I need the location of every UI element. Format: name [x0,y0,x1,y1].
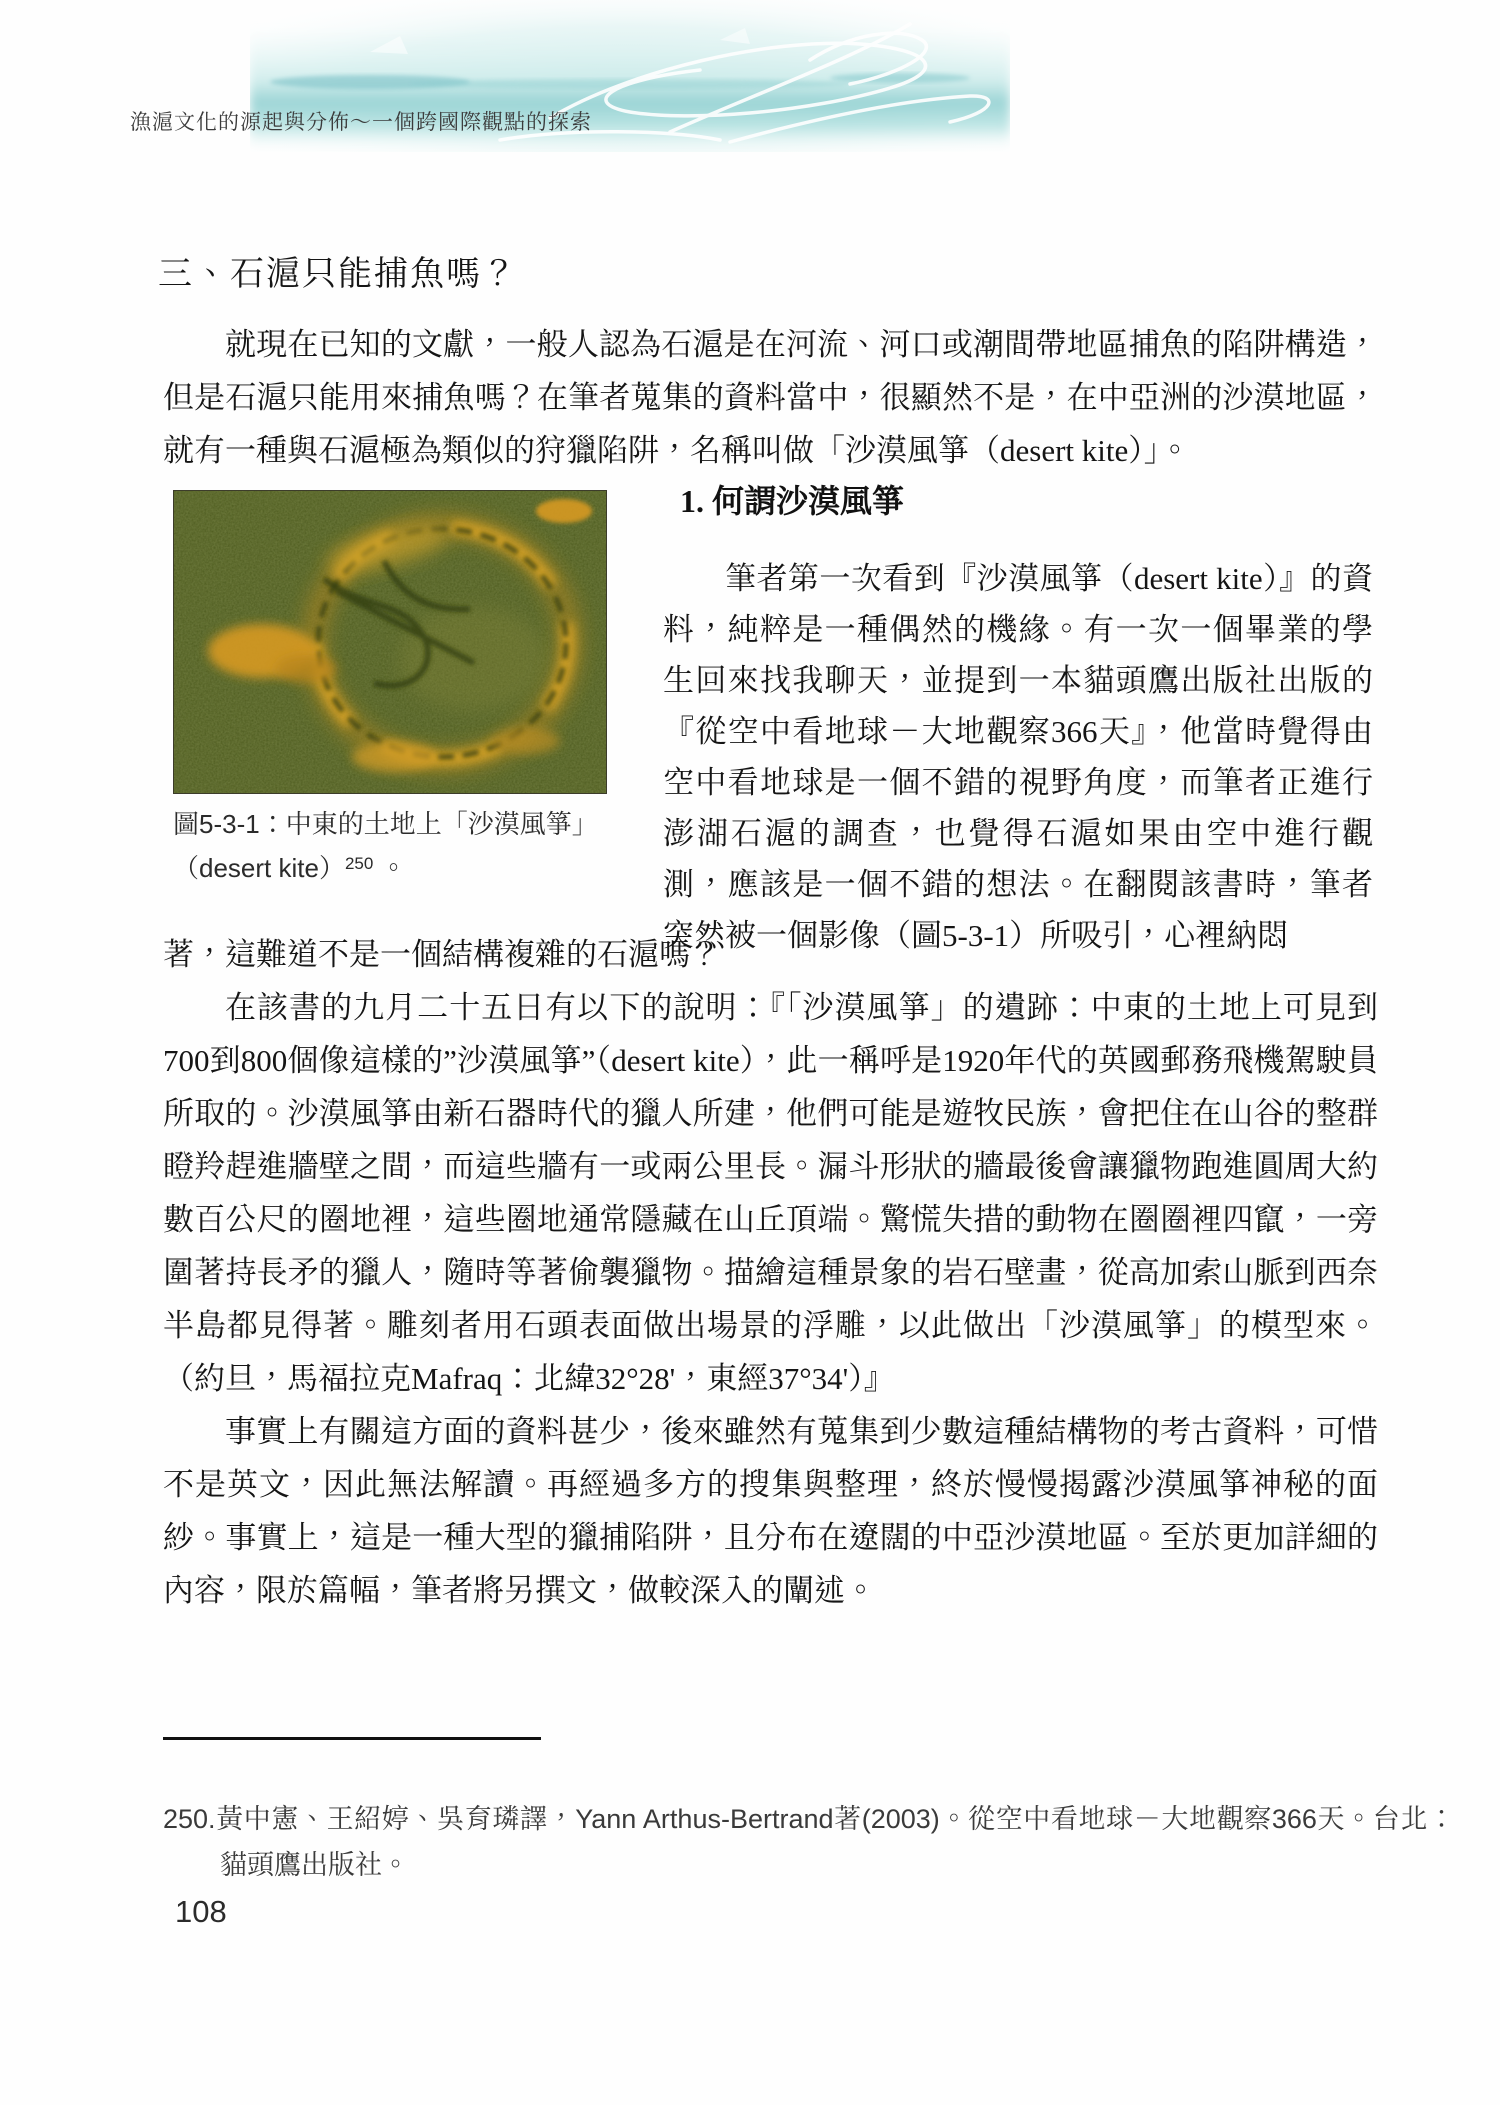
sub-heading: 1. 何謂沙漠風箏 [680,483,905,519]
footnote-number: 250. [163,1804,216,1834]
page-number: 108 [175,1894,227,1929]
body-text-block [163,928,1378,1617]
figure-caption-footnote-ref: 250 [344,854,374,873]
figure-caption [173,804,628,888]
paragraph-beside-figure: 筆者第一次看到『沙漠風箏（desert kite）』的資料，純粹是一種偶然的機緣。有一次一個畢業的學生回來找我聊天，並提到一本貓頭鷹出版社出版的『從空中看地球－大地觀察366天』，他當時覺得由空中看地球是一個不錯的視野角度，而筆者正進行澎湖石滬的調查，也覺得石滬如果由空中進行觀測，應該是一個不錯的想法。在翻閱該書時，筆者突然被一個影像（圖5-3-1）所吸引，心裡納悶 [663,561,1373,953]
figure-caption-period: 。 [373,853,407,883]
figure-5-3-1 [173,490,628,888]
running-head-title: 漁滬文化的源起與分佈～一個跨國際觀點的探索 [130,111,592,134]
desert-kite-aerial-photo [173,490,607,794]
paragraph-continuation: 著，這難道不是一個結構複雜的石滬嗎？ [163,937,721,972]
paragraph-quote: 在該書的九月二十五日有以下的說明：『「沙漠風箏」的遺跡：中東的土地上可見到700到800個像這樣的”沙漠風箏”（desert kite），此一稱呼是1920年代的英國郵務飛機駕駛員所取的。沙漠風箏由新石器時代的獵人所建，他們可能是遊牧民族，會把住在山谷的整群瞪羚趕進牆壁之間，而這些牆有一或兩公里長。漏斗形狀的牆最後會讓獵物跑進圓周大約數百公尺的圈地裡，這些圈地通常隱藏在山丘頂端。驚慌失措的動物在圈圈裡四竄，一旁圍著持長矛的獵人，隨時等著偷襲獵物。描繪這種景象的岩石壁畫，從高加索山脈到西奈半島都見得著。雕刻者用石頭表面做出場景的浮雕，以此做出「沙漠風箏」的模型來。（約旦，馬福拉克Mafraq：北緯32°28'，東經37°34'）』 [163,990,1378,1396]
footnote [163,1796,1455,1888]
footnote-text: 黃中憲、王紹婷、吳育璘譯，Yann Arthus-Bertrand著(2003)。從空中看地球－大地觀察366天。台北：貓頭鷹出版社。 [215,1804,1455,1880]
paragraph-closing: 事實上有關這方面的資料甚少，後來雖然有蒐集到少數這種結構物的考古資料，可惜不是英文，因此無法解讀。再經過多方的搜集與整理，終於慢慢揭露沙漠風箏神秘的面紗。事實上，這是一種大型的獵捕陷阱，且分布在遼闊的中亞沙漠地區。至於更加詳細的內容，限於篇幅，筆者將另撰文，做較深入的闡述。 [163,1414,1378,1608]
paragraph-intro: 就現在已知的文獻，一般人認為石滬是在河流、河口或潮間帶地區捕魚的陷阱構造，但是石滬只能用來捕魚嗎？在筆者蒐集的資料當中，很顯然不是，在中亞洲的沙漠地區，就有一種與石滬極為類似的狩獵陷阱，名稱叫做「沙漠風箏（desert kite）」。 [163,327,1378,468]
figure-caption-text: 圖5-3-1：中東的土地上「沙漠風箏」（desert kite） [173,809,598,883]
section-heading: 三、石滬只能捕魚嗎？ [158,255,518,293]
footnote-divider [163,1737,541,1740]
